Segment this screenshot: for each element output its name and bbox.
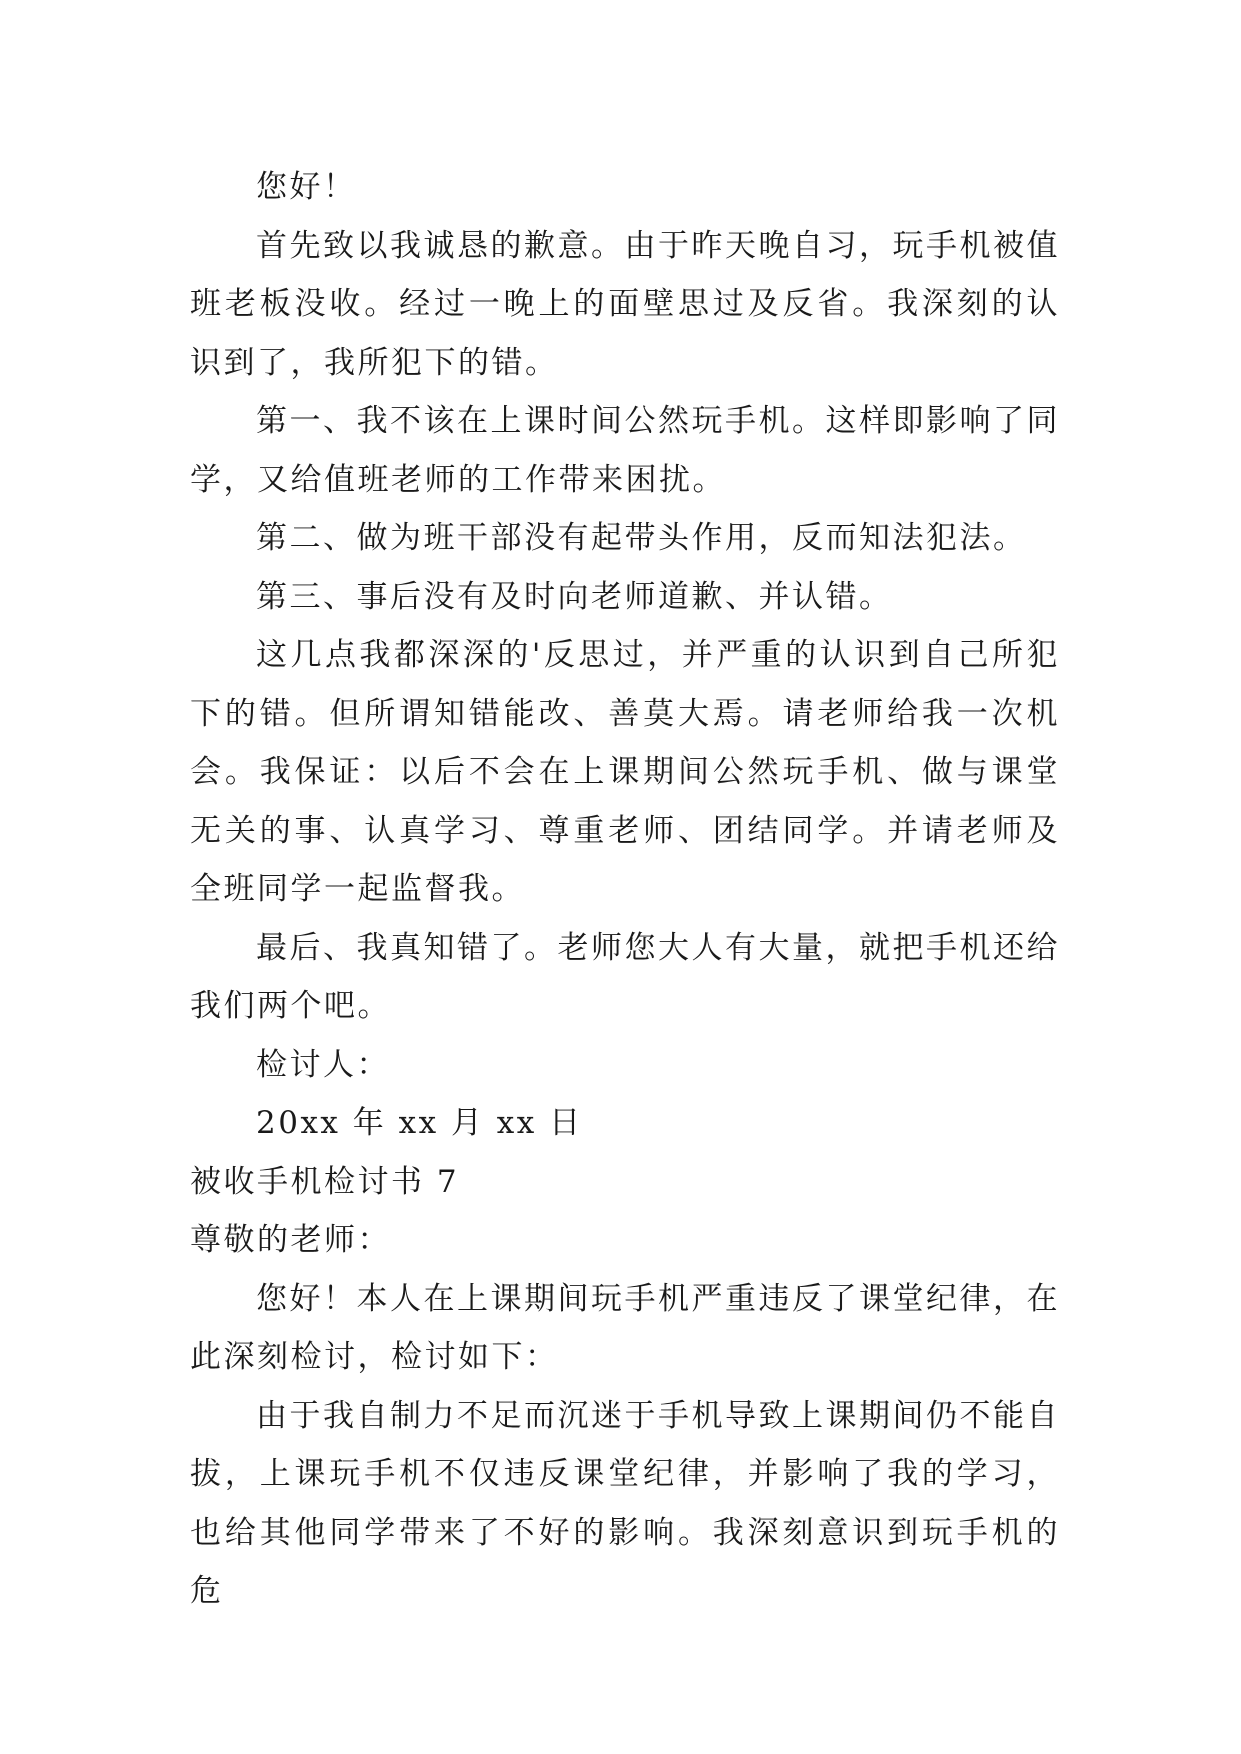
document-body: [190, 158, 1060, 1621]
date-line: 20xx 年 xx 月 xx 日: [256, 1105, 583, 1141]
greeting-paragraph: 您好！: [256, 169, 357, 205]
reflection-paragraph: 这几点我都深深的'反思过，并严重的认识到自己所犯下的错。但所谓知错能改、善莫大焉。请老师给我一次机会。我保证：以后不会在上课期间公然玩手机、做与课堂无关的事、认真学习、尊重老师、团结同学。并请老师及全班同学一起监督我。: [190, 637, 1060, 907]
second-point-paragraph: 第二、做为班干部没有起带头作用，反而知法犯法。: [256, 520, 1027, 556]
signature-line: 检讨人：: [256, 1046, 390, 1083]
third-point-paragraph: 第三、事后没有及时向老师道歉、并认错。: [256, 578, 893, 615]
self-control-paragraph: 由于我自制力不足而沉迷于手机导致上课期间仍不能自拔，上课玩手机不仅违反课堂纪律，并影响了我的学习，也给其他同学带来了不好的影响。我深刻意识到玩手机的危: [190, 1397, 1060, 1609]
salutation-line: 尊敬的老师：: [190, 1222, 391, 1258]
first-point-paragraph: 第一、我不该在上课时间公然玩手机。这样即影响了同学，又给值班老师的工作带来困扰。: [190, 403, 1060, 498]
section-title: 被收手机检讨书 7: [190, 1163, 460, 1200]
greeting-paragraph-2: 您好！本人在上课期间玩手机严重违反了课堂纪律，在此深刻检讨，检讨如下：: [190, 1280, 1060, 1375]
final-paragraph: 最后、我真知错了。老师您大人有大量，就把手机还给我们两个吧。: [190, 929, 1060, 1024]
apology-paragraph: 首先致以我诚恳的歉意。由于昨天晚自习，玩手机被值班老板没收。经过一晚上的面壁思过及反省。我深刻的认识到了，我所犯下的错。: [190, 227, 1060, 381]
